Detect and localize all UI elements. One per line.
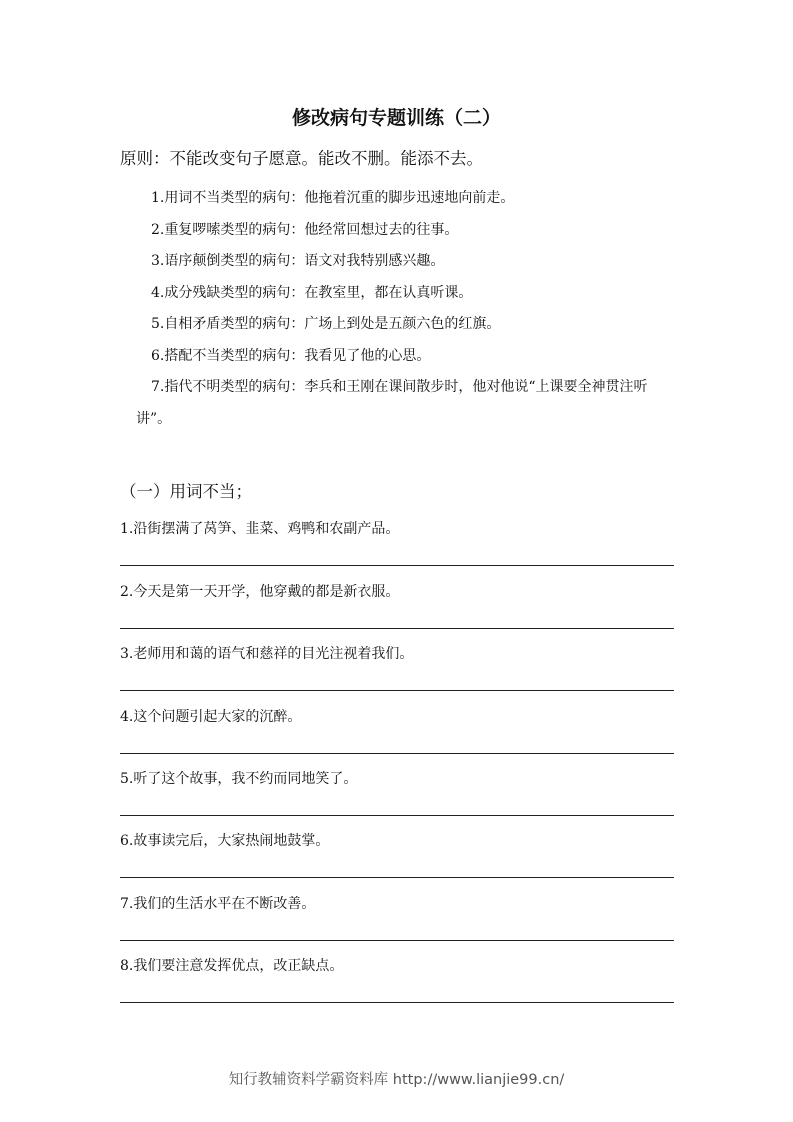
section-heading: （一）用词不当； — [120, 482, 252, 501]
exercise-item-1 — [120, 519, 674, 563]
type-item-redundancy — [136, 215, 681, 247]
type-item-text: 3.语序颠倒类型的病句：语文对我特别感兴趣。 — [151, 253, 445, 269]
exercise-question: 6.故事读完后，大家热闹地鼓掌。 — [120, 833, 330, 849]
exercise-question: 4.这个问题引起大家的沉醉。 — [120, 709, 302, 725]
exercise-item-7 — [120, 894, 674, 938]
exercise-question: 8.我们要注意发挥优点，改正缺点。 — [120, 958, 344, 974]
type-item-text: 4.成分残缺类型的病句：在教室里，都在认真听课。 — [151, 284, 473, 301]
exercise-question: 3.老师用和蔼的语气和慈祥的目光注视着我们。 — [120, 646, 414, 662]
type-item-collocation — [136, 341, 681, 373]
exercise-item-8 — [120, 956, 674, 1000]
exercise-question: 7.我们的生活水平在不断改善。 — [120, 896, 316, 912]
answer-line[interactable] — [120, 628, 674, 629]
exercise-question: 5.听了这个故事，我不约而同地笑了。 — [120, 771, 358, 787]
type-item-text: 6.搭配不当类型的病句：我看见了他的心思。 — [151, 347, 431, 364]
type-item-missing-component — [136, 278, 681, 310]
exercise-question: 2.今天是第一天开学，他穿戴的都是新衣服。 — [120, 584, 400, 600]
answer-line[interactable] — [120, 815, 674, 816]
type-item-text: 2.重复啰嗦类型的病句：他经常回想过去的往事。 — [151, 221, 459, 238]
answer-line[interactable] — [120, 753, 674, 754]
answer-line[interactable] — [120, 940, 674, 941]
exercise-item-2 — [120, 582, 674, 626]
type-item-text: 7.指代不明类型的病句：李兵和王刚在课间散步时，他对他说“上课要全神贯注听讲”。 — [136, 379, 648, 427]
type-item-contradiction — [136, 309, 681, 341]
answer-line[interactable] — [120, 877, 674, 878]
sentence-error-types-list — [136, 183, 681, 435]
principle-text: 原则：不能改变句子愿意。能改不删。能添不去。 — [120, 149, 483, 168]
type-item-word-order — [136, 246, 681, 278]
type-item-text: 1.用词不当类型的病句：他拖着沉重的脚步迅速地向前走。 — [151, 190, 515, 206]
exercise-item-6 — [120, 831, 674, 875]
answer-line[interactable] — [120, 690, 674, 691]
exercise-item-5 — [120, 769, 674, 813]
answer-line[interactable] — [120, 1002, 674, 1003]
type-item-unclear-reference — [136, 372, 681, 435]
exercise-item-3 — [120, 644, 674, 688]
worksheet-title: 修改病句专题训练（二） — [291, 107, 501, 129]
exercise-item-4 — [120, 707, 674, 751]
type-item-text: 5.自相矛盾类型的病句：广场上到处是五颜六色的红旗。 — [151, 316, 501, 332]
footer-watermark: 知行教辅资料学霸资料库 http://www.lianjie99.cn/ — [228, 1072, 565, 1088]
exercise-question: 1.沿街摆满了莴笋、韭菜、鸡鸭和农副产品。 — [120, 521, 400, 537]
answer-line[interactable] — [120, 565, 674, 566]
type-item-wrong-word — [136, 183, 681, 215]
